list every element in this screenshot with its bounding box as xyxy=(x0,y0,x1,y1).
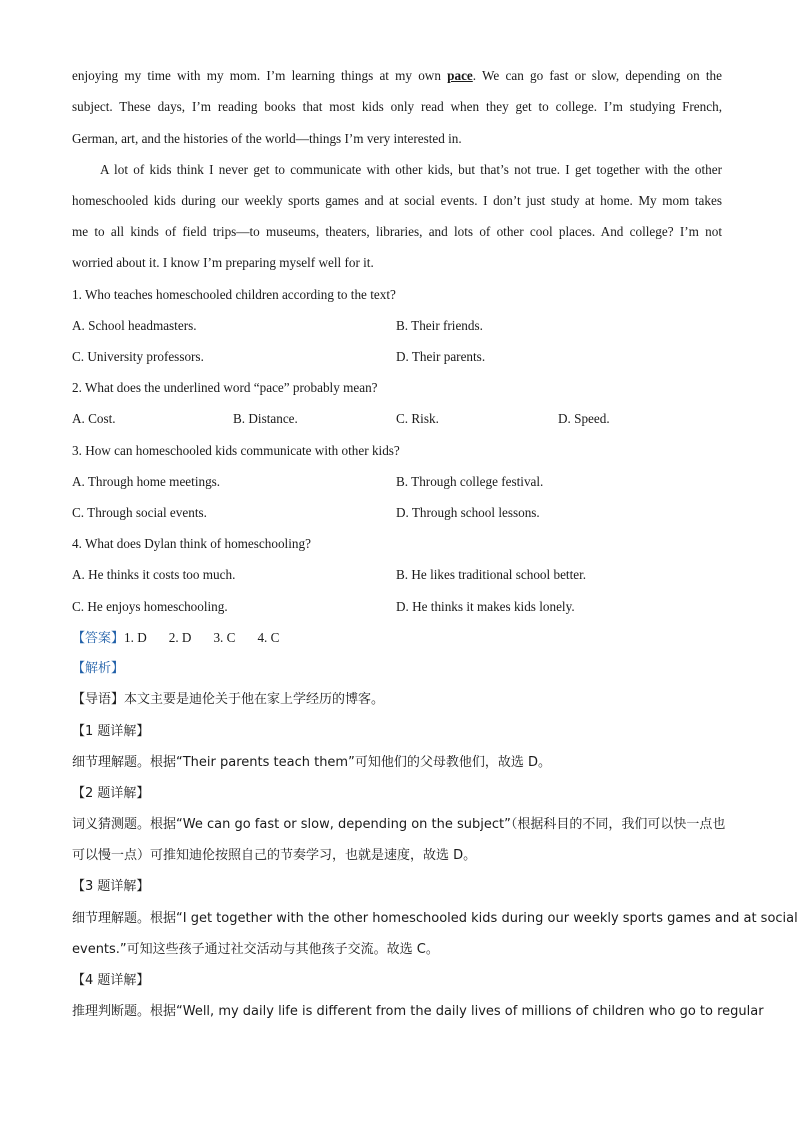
q2-detail-label: 【2 题详解】 xyxy=(72,786,150,801)
question-3-option-c: C. Through social events. xyxy=(72,505,207,520)
question-4-stem: 4. What does Dylan think of homeschooling? xyxy=(72,536,311,551)
question-4-option-a: A. He thinks it costs too much. xyxy=(72,567,236,582)
question-4-option-c: C. He enjoys homeschooling. xyxy=(72,599,228,614)
question-2-option-a: A. Cost. xyxy=(72,411,116,426)
guide-label: 【导语】 xyxy=(72,692,125,707)
question-4-option-b: B. He likes traditional school better. xyxy=(396,567,587,582)
question-4-option-d: D. He thinks it makes kids lonely. xyxy=(396,599,575,614)
passage-p2-line1: A lot of kids think I never get to communicate with other kids, but that’s not true. I get together with the other xyxy=(100,162,722,177)
passage-text: . We can go fast or slow, depending on the xyxy=(472,68,722,83)
passage-p1-line2: subject. These days, I’m reading books that most kids only read when they get to college. I’m studying French, xyxy=(72,99,722,114)
question-3-stem: 3. How can homeschooled kids communicate with other kids? xyxy=(72,443,400,458)
question-2-option-d: D. Speed. xyxy=(558,411,610,426)
q4-detail-label: 【4 题详解】 xyxy=(72,973,150,988)
q2-detail-text-line1: 词义猜测题。根据“We can go fast or slow, depending on the subject”（根据科目的不同，我们可以快一点也 xyxy=(72,817,726,832)
passage-p2-line4: worried about it. I know I’m preparing myself well for it. xyxy=(72,255,374,270)
q2-detail-text-line2: 可以慢一点）可推知迪伦按照自己的节奏学习，也就是速度，故选 D。 xyxy=(72,848,477,863)
q1-detail-text: 细节理解题。根据“Their parents teach them”可知他们的父母教他们，故选 D。 xyxy=(72,755,551,770)
question-2-stem: 2. What does the underlined word “pace” probably mean? xyxy=(72,380,378,395)
underlined-word-pace: pace xyxy=(447,68,473,83)
q3-detail-text-line1: 细节理解题。根据“I get together with the other homeschooled kids during our weekly sports games and at social xyxy=(72,911,798,926)
question-3-option-d: D. Through school lessons. xyxy=(396,505,540,520)
analysis-label: 【解析】 xyxy=(72,661,125,676)
guide-row xyxy=(72,691,384,709)
question-2-option-b: B. Distance. xyxy=(233,411,298,426)
answer-label: 【答案】 xyxy=(72,631,125,646)
q4-detail-text-line1: 推理判断题。根据“Well, my daily life is different from the daily lives of millions of children who go to regular xyxy=(72,1004,764,1019)
guide-text: 本文主要是迪伦关于他在家上学经历的博客。 xyxy=(124,692,385,707)
question-1-option-d: D. Their parents. xyxy=(396,349,486,364)
question-2-option-c: C. Risk. xyxy=(396,411,439,426)
question-3-option-b: B. Through college festival. xyxy=(396,474,544,489)
passage-p2-line2: homeschooled kids during our weekly sports games and at social events. I don’t just study at home. My mom takes xyxy=(72,193,722,208)
passage-p1-line1 xyxy=(72,67,722,85)
question-3-option-a: A. Through home meetings. xyxy=(72,474,221,489)
passage-p2-line3: me to all kinds of field trips—to museums, theaters, libraries, and lots of other cool places. And college? I’m not xyxy=(72,224,722,239)
question-1-option-c: C. University professors. xyxy=(72,349,204,364)
question-1-option-a: A. School headmasters. xyxy=(72,318,197,333)
q3-detail-text-line2: events.”可知这些孩子通过社交活动与其他孩子交流。故选 C。 xyxy=(72,942,439,957)
passage-p1-line3: German, art, and the histories of the world—things I’m very interested in. xyxy=(72,131,462,146)
question-1-stem: 1. Who teaches homeschooled children according to the text? xyxy=(72,287,396,302)
answer-item: 4. C xyxy=(257,630,280,645)
answer-item: 1. D xyxy=(124,630,147,645)
q1-detail-label: 【1 题详解】 xyxy=(72,724,150,739)
answer-row xyxy=(72,629,301,648)
answer-item: 3. C xyxy=(213,630,236,645)
answer-item: 2. D xyxy=(168,630,192,645)
passage-text: enjoying my time with my mom. I’m learning things at my own xyxy=(72,68,448,83)
q3-detail-label: 【3 题详解】 xyxy=(72,879,150,894)
question-1-option-b: B. Their friends. xyxy=(396,318,483,333)
